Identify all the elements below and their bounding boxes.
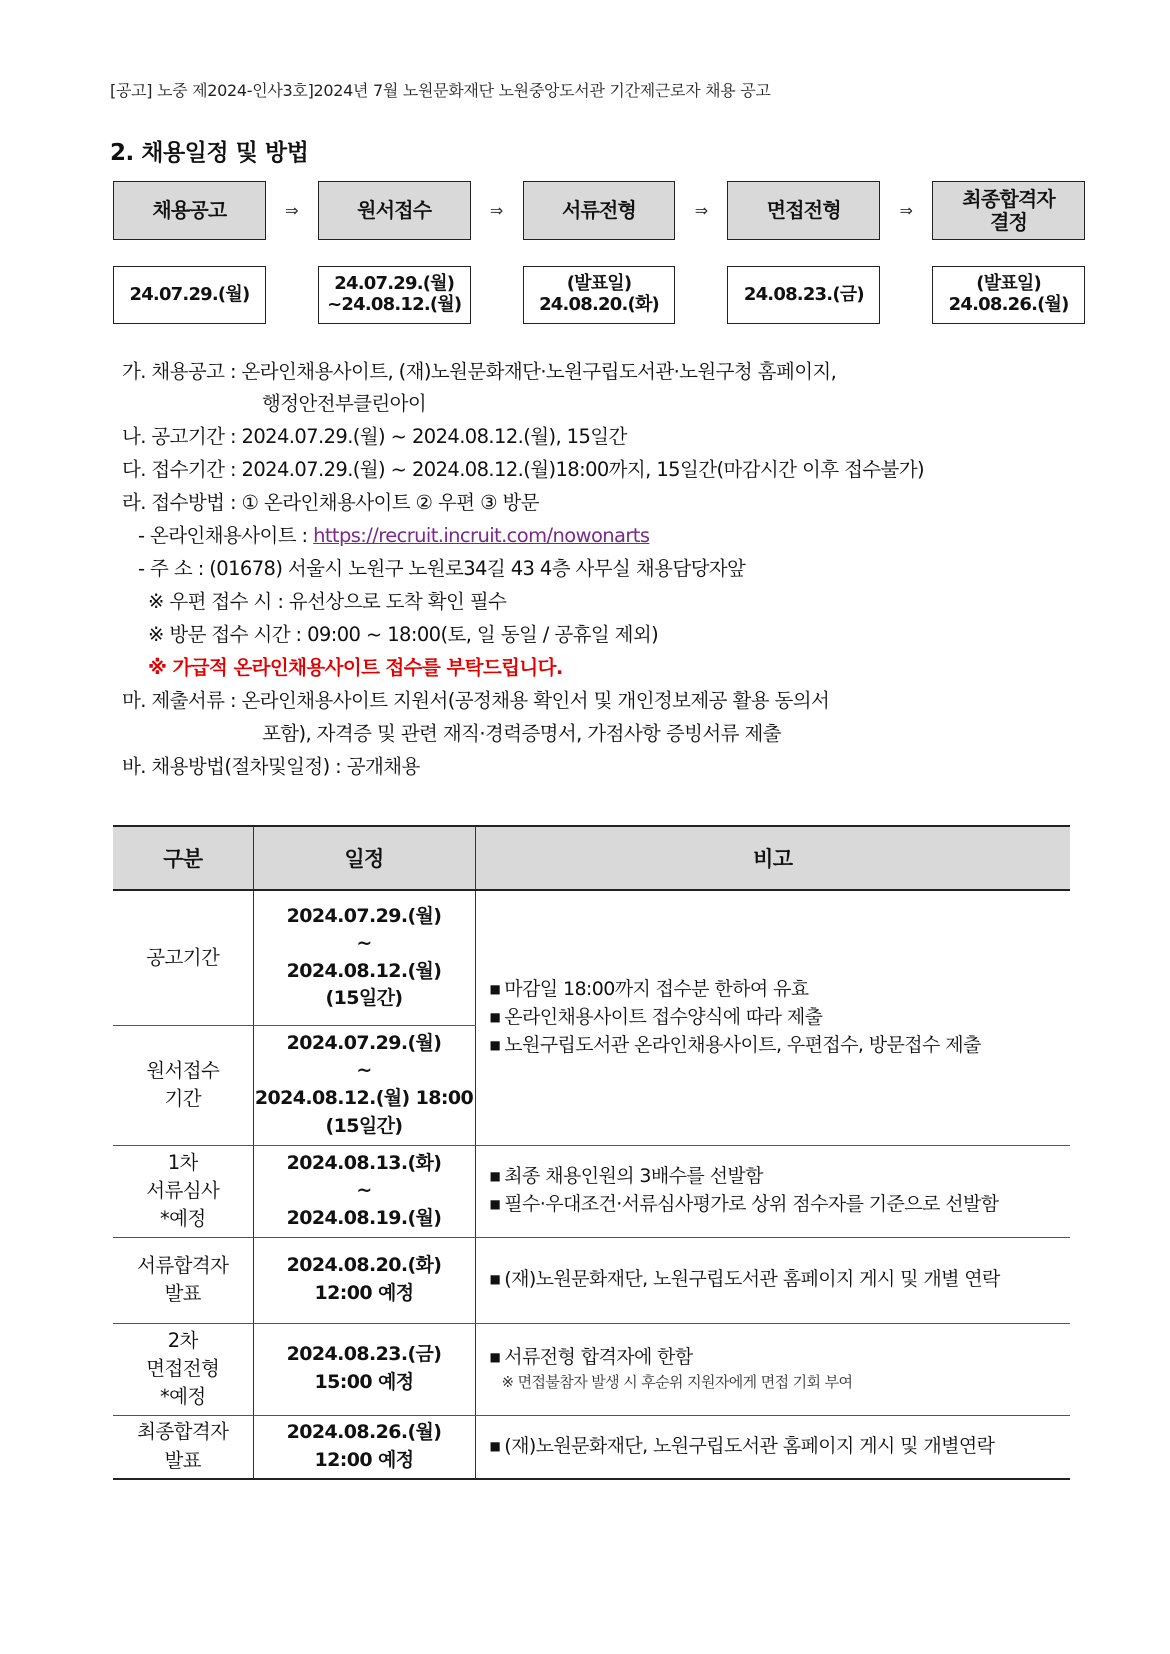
section-title: 2. 채용일정 및 방법 bbox=[110, 140, 309, 166]
flow-step-final-decision: 최종합격자 결정 bbox=[932, 181, 1085, 240]
category-cell: 최종합격자 발표 bbox=[113, 1415, 253, 1479]
category-cell: 1차 서류심사 *예정 bbox=[113, 1145, 253, 1237]
flow-step-application: 원서접수 bbox=[318, 181, 471, 240]
info-required-documents-cont: 포함), 자격증 및 관련 재직·경력증명서, 가점사항 증빙서류 제출 bbox=[262, 722, 781, 745]
info-address: - 주 소 : (01678) 서울시 노원구 노원로34길 43 4층 사무실 채용담당자앞 bbox=[138, 557, 746, 580]
table-row bbox=[113, 1145, 1070, 1237]
column-header: 일정 bbox=[253, 826, 475, 890]
table-header-row bbox=[113, 826, 1070, 890]
table-row bbox=[113, 890, 1070, 1025]
note-cell: ■ 최종 채용인원의 3배수를 선발함 ■ 필수·우대조건·서류심사평가로 상위 점수자를 기준으로 선발함 bbox=[475, 1145, 1070, 1237]
date-cell: 2024.08.23.(금) 15:00 예정 bbox=[253, 1323, 475, 1415]
note-visit-hours: ※ 방문 접수 시간 : 09:00 ~ 18:00(토, 일 동일 / 공휴일 제외) bbox=[148, 623, 659, 646]
category-cell: 서류합격자 발표 bbox=[113, 1237, 253, 1323]
flow-step-document-screening: 서류전형 bbox=[523, 181, 676, 240]
column-header: 비고 bbox=[475, 826, 1070, 890]
info-online-site: - 온라인채용사이트 : https://recruit.incruit.com/nowonarts bbox=[138, 524, 650, 547]
category-cell: 2차 면접전형 *예정 bbox=[113, 1323, 253, 1415]
note-postal: ※ 우편 접수 시 : 유선상으로 도착 확인 필수 bbox=[148, 590, 507, 613]
note-cell: ■ (재)노원문화재단, 노원구립도서관 홈페이지 게시 및 개별 연락 bbox=[475, 1237, 1070, 1323]
note-online-preferred: ※ 가급적 온라인채용사이트 접수를 부탁드립니다. bbox=[148, 656, 563, 679]
arrow-right-icon: ⇒ bbox=[899, 201, 913, 220]
flow-date-final-decision: (발표일) 24.08.26.(월) bbox=[932, 266, 1085, 324]
schedule-table bbox=[113, 825, 1070, 1480]
date-cell: 2024.08.13.(화) ~ 2024.08.19.(월) bbox=[253, 1145, 475, 1237]
info-application-period: 다. 접수기간 : 2024.07.29.(월) ~ 2024.08.12.(월)18:00까지, 15일간(마감시간 이후 접수불가) bbox=[122, 458, 925, 481]
flow-date-announcement: 24.07.29.(월) bbox=[113, 266, 266, 324]
arrow-right-icon: ⇒ bbox=[489, 201, 504, 220]
flow-date-document-screening: (발표일) 24.08.20.(화) bbox=[523, 266, 676, 324]
date-cell: 2024.08.20.(화) 12:00 예정 bbox=[253, 1237, 475, 1323]
info-announcement-cont: 행정안전부클린아이 bbox=[262, 392, 427, 415]
info-application-method: 라. 접수방법 : ① 온라인채용사이트 ② 우편 ③ 방문 bbox=[122, 491, 540, 514]
arrow-right-icon: ⇒ bbox=[285, 201, 299, 220]
table-row bbox=[113, 1323, 1070, 1415]
arrow-right-icon: ⇒ bbox=[694, 201, 709, 220]
category-cell: 공고기간 bbox=[113, 890, 253, 1025]
process-flow-dates bbox=[113, 266, 1085, 324]
date-cell: 2024.07.29.(월) ~ 2024.08.12.(월) 18:00 (15일간) bbox=[253, 1025, 475, 1145]
process-flow-steps bbox=[113, 181, 1085, 240]
info-announcement: 가. 채용공고 : 온라인채용사이트, (재)노원문화재단·노원구립도서관·노원구청 홈페이지, bbox=[122, 360, 837, 383]
flow-step-interview: 면접전형 bbox=[727, 181, 880, 240]
note-cell: ■ 마감일 18:00까지 접수분 한하여 유효 ■ 온라인채용사이트 접수양식에 따라 제출 ■ 노원구립도서관 온라인채용사이트, 우편접수, 방문접수 제출 bbox=[475, 890, 1070, 1145]
info-recruitment-method: 바. 채용방법(절차및일정) : 공개채용 bbox=[122, 755, 420, 778]
date-cell: 2024.07.29.(월) ~ 2024.08.12.(월) (15일간) bbox=[253, 890, 475, 1025]
recruit-site-link[interactable]: https://recruit.incruit.com/nowonarts bbox=[313, 524, 650, 547]
info-posting-period: 나. 공고기간 : 2024.07.29.(월) ~ 2024.08.12.(월), 15일간 bbox=[122, 425, 627, 448]
flow-step-announcement: 채용공고 bbox=[113, 181, 266, 240]
flow-date-application: 24.07.29.(월) ~24.08.12.(월) bbox=[318, 266, 471, 324]
note-cell: ■ 서류전형 합격자에 한함 ※ 면접불참자 발생 시 후순위 지원자에게 면접 기회 부여 bbox=[475, 1323, 1070, 1415]
note-cell: ■ (재)노원문화재단, 노원구립도서관 홈페이지 게시 및 개별연락 bbox=[475, 1415, 1070, 1479]
table-row bbox=[113, 1415, 1070, 1479]
category-cell: 원서접수 기간 bbox=[113, 1025, 253, 1145]
document-header: [공고] 노중 제2024-인사3호]2024년 7월 노원문화재단 노원중앙도서관 기간제근로자 채용 공고 bbox=[110, 81, 771, 100]
flow-date-interview: 24.08.23.(금) bbox=[727, 266, 880, 324]
column-header: 구분 bbox=[113, 826, 253, 890]
table-row bbox=[113, 1237, 1070, 1323]
date-cell: 2024.08.26.(월) 12:00 예정 bbox=[253, 1415, 475, 1479]
info-required-documents: 마. 제출서류 : 온라인채용사이트 지원서(공정채용 확인서 및 개인정보제공 활용 동의서 bbox=[122, 689, 830, 712]
